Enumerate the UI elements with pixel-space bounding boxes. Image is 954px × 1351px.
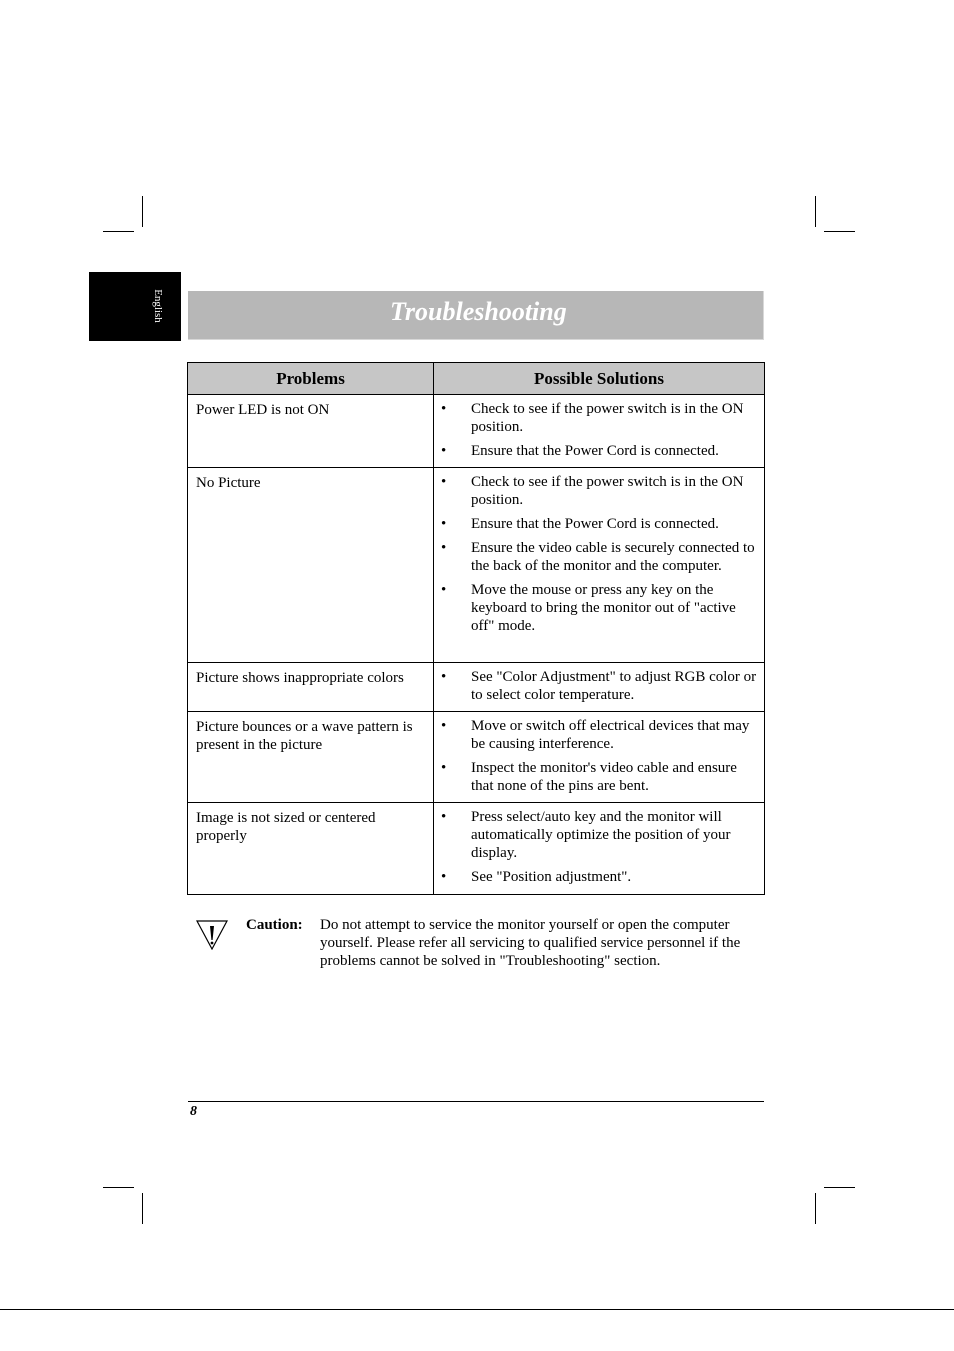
list-item: • Check to see if the power switch is in the ON position. — [441, 474, 744, 508]
solution-list — [434, 473, 758, 635]
table-row — [188, 395, 765, 468]
solution-list — [434, 400, 758, 460]
bullet-icon: • — [441, 869, 447, 885]
bullet-icon: • — [441, 809, 447, 825]
language-tab — [89, 272, 181, 341]
list-item: • Ensure that the Power Cord is connected. — [441, 516, 719, 532]
bullet-icon: • — [441, 443, 447, 459]
crop-mark — [103, 231, 134, 232]
bullet-icon: • — [441, 401, 447, 417]
list-item: • Press select/auto key and the monitor will automatically optimize the position of your display. — [441, 809, 731, 861]
list-item: • See "Color Adjustment" to adjust RGB color or to select color temperature. — [441, 669, 757, 703]
solutions-header: Possible Solutions — [434, 363, 765, 395]
list-item: • Inspect the monitor's video cable and ensure that none of the pins are bent. — [441, 760, 737, 794]
crop-mark — [824, 231, 855, 232]
list-item: • Ensure the video cable is securely connected to the back of the monitor and the computer. — [441, 540, 755, 574]
caution-triangle-icon — [196, 920, 228, 955]
footer-divider — [188, 1101, 764, 1102]
table-row — [188, 468, 765, 663]
crop-mark — [815, 196, 816, 227]
page-edge-line — [0, 1309, 954, 1310]
bullet-icon: • — [441, 516, 447, 532]
table-row — [188, 803, 765, 895]
solutions-cell — [434, 395, 765, 468]
solutions-cell — [434, 663, 765, 712]
crop-mark — [103, 1187, 134, 1188]
troubleshooting-table — [187, 362, 765, 895]
list-item: • See "Position adjustment". — [441, 869, 632, 885]
table-row — [188, 663, 765, 712]
problems-header: Problems — [188, 363, 434, 395]
solution-list — [434, 668, 758, 704]
bullet-icon: • — [441, 582, 447, 598]
solution-list — [434, 717, 758, 795]
solution-list — [434, 808, 758, 886]
solutions-cell — [434, 803, 765, 895]
page-title: Troubleshooting — [390, 297, 567, 326]
bullet-icon: • — [441, 540, 447, 556]
bullet-icon: • — [441, 669, 447, 685]
list-item: • Move or switch off electrical devices that may be causing interference. — [441, 718, 750, 752]
caution-text: Do not attempt to service the monitor yourself or open the computer yourself. Please refer all servicing to qualified service personnel if the problems cannot be solved in "Troubleshooting" section. — [320, 917, 741, 969]
crop-mark — [824, 1187, 855, 1188]
solutions-cell — [434, 712, 765, 803]
caution-label: Caution: — [246, 917, 303, 933]
list-item: • Check to see if the power switch is in the ON position. — [441, 401, 744, 435]
list-item: • Ensure that the Power Cord is connected. — [441, 443, 719, 459]
bullet-icon: • — [441, 474, 447, 490]
solutions-cell — [434, 468, 765, 663]
language-label: English — [152, 289, 164, 323]
table-row — [188, 712, 765, 803]
list-item: • Move the mouse or press any key on the keyboard to bring the monitor out of "active off" mode. — [441, 582, 736, 634]
page-number: 8 — [190, 1104, 197, 1119]
problem-cell: Power LED is not ON — [188, 395, 434, 468]
section-title-bar — [188, 291, 764, 340]
problem-cell: Image is not sized or centered properly — [188, 803, 434, 895]
problem-cell: Picture bounces or a wave pattern is present in the picture — [188, 712, 434, 803]
problem-cell: No Picture — [188, 468, 434, 663]
table-header-row — [188, 363, 765, 395]
crop-mark — [142, 1193, 143, 1224]
bullet-icon: • — [441, 718, 447, 734]
problem-cell: Picture shows inappropriate colors — [188, 663, 434, 712]
crop-mark — [815, 1193, 816, 1224]
crop-mark — [142, 196, 143, 227]
bullet-icon: • — [441, 760, 447, 776]
